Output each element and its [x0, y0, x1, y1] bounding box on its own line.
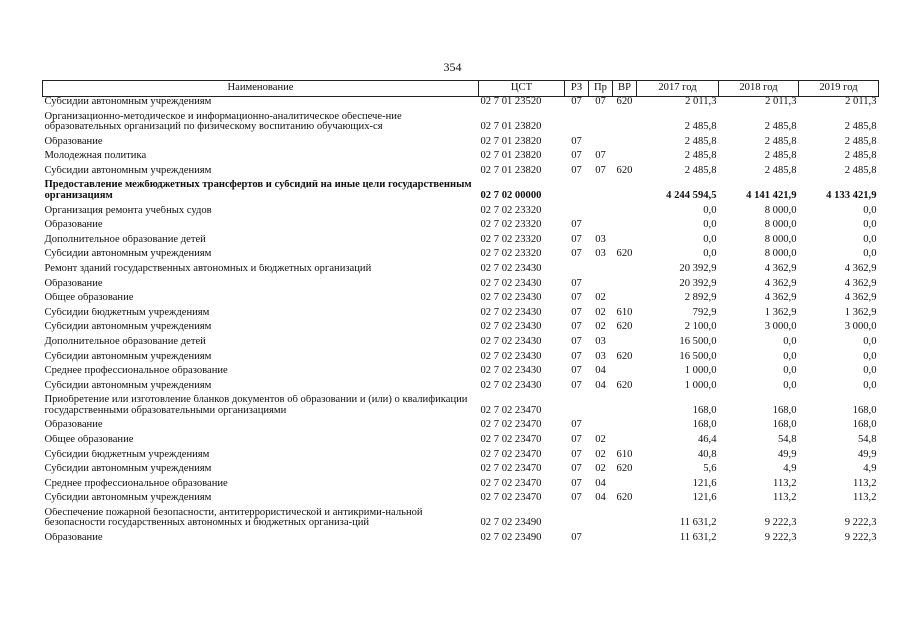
cell-2018: 9 222,3: [764, 533, 797, 544]
cell-2019: 4,9: [863, 464, 877, 475]
cell-2018: 8 000,0: [764, 205, 797, 216]
cell-2018: 4 362,9: [764, 293, 797, 304]
cell-name: Субсидии автономным учреждениям: [44, 96, 212, 107]
cell-cst: 02 7 02 00000: [480, 189, 542, 201]
cell-2019: 113,2: [853, 478, 877, 489]
cell-rz: 07: [571, 478, 582, 489]
cell-vr: 620: [616, 464, 633, 475]
cell-cst: 02 7 01 23820: [480, 121, 542, 133]
cell-pr: 07: [595, 165, 606, 176]
table-row: [43, 508, 879, 533]
cell-2019: 2 011,3: [845, 96, 877, 107]
cell-cst: 02 7 02 23470: [480, 420, 542, 431]
cell-2018: 113,2: [773, 478, 797, 489]
cell-2019: 0,0: [863, 351, 877, 362]
cell-2018: 2 485,8: [764, 121, 797, 133]
cell-cst: 02 7 02 23430: [480, 293, 542, 304]
cell-2018: 113,2: [773, 493, 797, 504]
cell-pr: 04: [595, 493, 606, 504]
cell-name: Приобретение или изготовление бланков документов об образовании и (или) о квалификации государственными образовательными организациями: [44, 395, 468, 416]
cell-cst: 02 7 02 23470: [480, 478, 542, 489]
cell-pr: [589, 420, 613, 435]
cell-2018: 8 000,0: [764, 234, 797, 245]
cell-vr: 620: [616, 380, 633, 391]
cell-rz: [565, 112, 589, 137]
cell-2017: 0,0: [703, 249, 717, 260]
cell-cst: 02 7 02 23470: [480, 449, 542, 460]
header-2017: 2017 год: [637, 81, 719, 97]
cell-2018: 8 000,0: [764, 220, 797, 231]
cell-cst: 02 7 02 23430: [480, 336, 542, 347]
cell-2017: 121,6: [692, 478, 717, 489]
table-row: [43, 166, 879, 181]
cell-name: Дополнительное образование детей: [44, 336, 206, 347]
cell-2019: 3 000,0: [844, 322, 877, 333]
cell-rz: [565, 206, 589, 221]
cell-name: Молодежная политика: [44, 151, 147, 162]
cell-vr: 620: [616, 351, 633, 362]
cell-2017: 121,6: [692, 493, 717, 504]
cell-2017: 2 485,8: [684, 121, 717, 133]
cell-2017: 0,0: [703, 205, 717, 216]
table-row: [43, 249, 879, 264]
cell-2018: 3 000,0: [764, 322, 797, 333]
cell-rz: 07: [571, 493, 582, 504]
cell-rz: 07: [571, 278, 582, 289]
cell-name: Общее образование: [44, 434, 134, 445]
table-row: [43, 308, 879, 323]
cell-name: Образование: [44, 420, 103, 431]
cell-vr: 610: [616, 449, 633, 460]
cell-2019: 9 222,3: [844, 533, 877, 544]
cell-cst: 02 7 02 23470: [480, 404, 542, 416]
cell-name: Образование: [44, 533, 103, 544]
cell-name: Субсидии бюджетным учреждениям: [44, 307, 210, 318]
cell-2019: 0,0: [863, 249, 877, 260]
table-row: [43, 322, 879, 337]
cell-2017: 792,9: [692, 307, 717, 318]
cell-2019: 4 362,9: [844, 278, 877, 289]
header-vr: ВР: [613, 81, 637, 97]
cell-cst: 02 7 02 23430: [480, 307, 542, 318]
cell-2018: 54,8: [777, 434, 797, 445]
cell-rz: 07: [571, 336, 582, 347]
cell-vr: [613, 533, 637, 548]
cell-vr: [613, 337, 637, 352]
cell-vr: [613, 435, 637, 450]
cell-2019: 113,2: [853, 493, 877, 504]
cell-pr: 04: [595, 366, 606, 377]
cell-vr: [613, 293, 637, 308]
cell-cst: 02 7 02 23430: [480, 380, 542, 391]
cell-vr: [613, 479, 637, 494]
cell-rz: 07: [571, 380, 582, 391]
cell-2017: 20 392,9: [679, 263, 717, 274]
cell-name: Ремонт зданий государственных автономных и бюджетных организаций: [44, 263, 372, 274]
cell-pr: 02: [595, 307, 606, 318]
cell-2018: 4,9: [783, 464, 797, 475]
cell-cst: 02 7 02 23320: [480, 220, 542, 231]
cell-cst: 02 7 02 23430: [480, 351, 542, 362]
cell-pr: [589, 533, 613, 548]
cell-pr: 03: [595, 234, 606, 245]
cell-name: Организация ремонта учебных судов: [44, 205, 212, 216]
cell-name: Образование: [44, 278, 103, 289]
table-row: [43, 420, 879, 435]
cell-2019: 0,0: [863, 366, 877, 377]
cell-2018: 49,9: [777, 449, 797, 460]
cell-vr: [613, 366, 637, 381]
table-row: [43, 220, 879, 235]
page-number: 354: [443, 60, 462, 74]
cell-2017: 2 485,8: [684, 136, 717, 147]
cell-2017: 16 500,0: [679, 351, 717, 362]
table-row: [43, 293, 879, 308]
cell-cst: 02 7 01 23820: [480, 136, 542, 147]
cell-pr: 07: [595, 151, 606, 162]
cell-rz: 07: [571, 220, 582, 231]
cell-name: Субсидии автономным учреждениям: [44, 380, 212, 391]
table-row: [43, 450, 879, 465]
cell-name: Организационно-методическое и информационно-аналитическое обеспече-ние образовательных организаций по физическому воспитанию обучающих-ся: [44, 111, 402, 133]
cell-vr: 620: [616, 249, 633, 260]
cell-cst: 02 7 02 23470: [480, 464, 542, 475]
table-row: [43, 151, 879, 166]
cell-rz: 07: [571, 366, 582, 377]
cell-2018: 4 141 421,9: [746, 189, 797, 201]
cell-name: Субсидии бюджетным учреждениям: [44, 449, 210, 460]
cell-rz: [565, 508, 589, 533]
cell-cst: 02 7 02 23470: [480, 434, 542, 445]
cell-cst: 02 7 02 23430: [480, 322, 542, 333]
cell-2017: 2 485,8: [684, 151, 717, 162]
cell-pr: [589, 220, 613, 235]
cell-pr: [589, 206, 613, 221]
cell-rz: 07: [571, 293, 582, 304]
cell-2019: 2 485,8: [844, 151, 877, 162]
cell-2017: 16 500,0: [679, 336, 717, 347]
cell-rz: 07: [571, 307, 582, 318]
cell-vr: [613, 180, 637, 205]
cell-cst: 02 7 02 23430: [480, 263, 542, 274]
cell-2019: 49,9: [857, 449, 877, 460]
cell-2017: 0,0: [703, 220, 717, 231]
cell-2017: 168,0: [692, 404, 717, 416]
cell-pr: 03: [595, 351, 606, 362]
cell-2019: 1 362,9: [844, 307, 877, 318]
cell-rz: 07: [571, 533, 582, 544]
cell-2018: 4 362,9: [764, 263, 797, 274]
cell-rz: 07: [571, 434, 582, 445]
cell-vr: 610: [616, 307, 633, 318]
cell-pr: 04: [595, 478, 606, 489]
cell-2019: 0,0: [863, 220, 877, 231]
cell-2019: 54,8: [857, 434, 877, 445]
cell-cst: 02 7 01 23820: [480, 165, 542, 176]
cell-rz: 07: [571, 136, 582, 147]
cell-name: Образование: [44, 136, 103, 147]
cell-cst: 02 7 02 23320: [480, 205, 542, 216]
table-row: [43, 395, 879, 420]
cell-pr: [589, 279, 613, 294]
cell-2019: 168,0: [852, 404, 877, 416]
cell-2018: 0,0: [783, 351, 797, 362]
table-row: [43, 464, 879, 479]
table-row: [43, 352, 879, 367]
cell-pr: 03: [595, 249, 606, 260]
cell-vr: 620: [616, 165, 633, 176]
cell-2017: 1 000,0: [684, 380, 717, 391]
cell-2019: 0,0: [863, 234, 877, 245]
cell-rz: 07: [571, 96, 582, 107]
cell-2018: 8 000,0: [764, 249, 797, 260]
cell-vr: [613, 112, 637, 137]
cell-2018: 1 362,9: [764, 307, 797, 318]
cell-vr: [613, 264, 637, 279]
cell-cst: 02 7 02 23320: [480, 249, 542, 260]
cell-2017: 2 011,3: [685, 96, 717, 107]
cell-2019: 9 222,3: [844, 517, 877, 529]
header-rz: РЗ: [565, 81, 589, 97]
table-row: [43, 235, 879, 250]
cell-cst: 02 7 01 23820: [480, 151, 542, 162]
cell-2017: 46,4: [697, 434, 717, 445]
cell-name: Среднее профессиональное образование: [44, 478, 228, 489]
cell-2019: 4 362,9: [844, 293, 877, 304]
cell-cst: 02 7 01 23520: [480, 96, 542, 107]
cell-vr: [613, 235, 637, 250]
cell-cst: 02 7 02 23320: [480, 234, 542, 245]
cell-2017: 4 244 594,5: [666, 189, 717, 201]
header-name: Наименование: [43, 81, 479, 97]
table-body: [43, 97, 879, 548]
cell-2017: 11 631,2: [679, 533, 717, 544]
cell-2017: 40,8: [697, 449, 717, 460]
cell-pr: [589, 112, 613, 137]
cell-vr: [613, 508, 637, 533]
cell-2019: 0,0: [863, 336, 877, 347]
table-row: [43, 279, 879, 294]
cell-pr: [589, 137, 613, 152]
cell-rz: [565, 180, 589, 205]
cell-2018: 4 362,9: [764, 278, 797, 289]
cell-2018: 0,0: [783, 336, 797, 347]
cell-name: Дополнительное образование детей: [44, 234, 206, 245]
cell-cst: 02 7 02 23490: [480, 533, 542, 544]
cell-2017: 11 631,2: [679, 517, 717, 529]
cell-name: Общее образование: [44, 293, 134, 304]
cell-2017: 5,6: [703, 464, 717, 475]
cell-rz: 07: [571, 234, 582, 245]
cell-2018: 0,0: [783, 366, 797, 377]
cell-2017: 168,0: [692, 420, 717, 431]
header-pr: Пр: [589, 81, 613, 97]
cell-2018: 0,0: [783, 380, 797, 391]
cell-vr: 620: [616, 96, 633, 107]
table-row: [43, 180, 879, 205]
cell-cst: 02 7 02 23430: [480, 278, 542, 289]
cell-pr: 02: [595, 434, 606, 445]
cell-name: Субсидии автономным учреждениям: [44, 351, 212, 362]
cell-2017: 2 485,8: [684, 165, 717, 176]
table-row: [43, 264, 879, 279]
cell-vr: [613, 420, 637, 435]
cell-name: Субсидии автономным учреждениям: [44, 464, 212, 475]
table-row: [43, 337, 879, 352]
cell-vr: [613, 206, 637, 221]
cell-2017: 0,0: [703, 234, 717, 245]
cell-rz: [565, 395, 589, 420]
cell-2018: 168,0: [772, 404, 797, 416]
cell-cst: 02 7 02 23490: [480, 517, 542, 529]
cell-2017: 2 892,9: [684, 293, 717, 304]
cell-name: Субсидии автономным учреждениям: [44, 165, 212, 176]
cell-pr: [589, 264, 613, 279]
table-row: [43, 493, 879, 508]
cell-name: Предоставление межбюджетных трансфертов и субсидий на иные цели государственным организациям: [44, 180, 472, 201]
cell-vr: 620: [616, 493, 633, 504]
table-row: [43, 479, 879, 494]
cell-pr: [589, 180, 613, 205]
cell-pr: 04: [595, 380, 606, 391]
cell-pr: 02: [595, 464, 606, 475]
cell-pr: 02: [595, 293, 606, 304]
cell-rz: 07: [571, 351, 582, 362]
cell-2019: 168,0: [852, 420, 877, 431]
table-row: [43, 112, 879, 137]
cell-2019: 4 362,9: [844, 263, 877, 274]
cell-name: Субсидии автономным учреждениям: [44, 493, 212, 504]
table-row: [43, 435, 879, 450]
cell-vr: [613, 137, 637, 152]
cell-rz: 07: [571, 420, 582, 431]
cell-pr: 03: [595, 336, 606, 347]
cell-2019: 0,0: [863, 380, 877, 391]
cell-name: Субсидии автономным учреждениям: [44, 322, 212, 333]
cell-2019: 2 485,8: [844, 121, 877, 133]
cell-vr: [613, 395, 637, 420]
cell-2017: 1 000,0: [684, 366, 717, 377]
header-2018: 2018 год: [719, 81, 799, 97]
cell-pr: 02: [595, 322, 606, 333]
table-header-row: [43, 81, 879, 97]
table-row: [43, 206, 879, 221]
cell-name: Образование: [44, 220, 103, 231]
cell-name: Обеспечение пожарной безопасности, антитеррористической и антикрими-нальной безопасности государственных автономных и бюджетных организа-ций: [44, 507, 423, 529]
header-2019: 2019 год: [799, 81, 879, 97]
cell-pr: 07: [595, 96, 606, 107]
table-row: [43, 533, 879, 548]
cell-vr: [613, 151, 637, 166]
cell-rz: 07: [571, 449, 582, 460]
cell-vr: [613, 220, 637, 235]
cell-2018: 9 222,3: [764, 517, 797, 529]
cell-vr: 620: [616, 322, 633, 333]
cell-2017: 20 392,9: [679, 278, 717, 289]
cell-rz: 07: [571, 151, 582, 162]
cell-2019: 4 133 421,9: [826, 189, 877, 201]
table-row: [43, 97, 879, 112]
cell-rz: 07: [571, 322, 582, 333]
table-row: [43, 137, 879, 152]
cell-rz: 07: [571, 165, 582, 176]
cell-2018: 2 485,8: [764, 136, 797, 147]
cell-vr: [613, 279, 637, 294]
cell-cst: 02 7 02 23470: [480, 493, 542, 504]
cell-2018: 168,0: [772, 420, 797, 431]
budget-table: [42, 80, 879, 548]
header-cst: ЦСТ: [479, 81, 565, 97]
cell-2017: 2 100,0: [684, 322, 717, 333]
cell-2018: 2 485,8: [764, 151, 797, 162]
cell-rz: [565, 264, 589, 279]
cell-rz: 07: [571, 249, 582, 260]
cell-pr: [589, 395, 613, 420]
cell-name: Среднее профессиональное образование: [44, 366, 228, 377]
cell-pr: [589, 508, 613, 533]
cell-2019: 2 485,8: [844, 136, 877, 147]
cell-pr: 02: [595, 449, 606, 460]
cell-cst: 02 7 02 23430: [480, 366, 542, 377]
cell-2018: 2 485,8: [764, 165, 797, 176]
table-row: [43, 381, 879, 396]
cell-name: Субсидии автономным учреждениям: [44, 249, 212, 260]
cell-2019: 2 485,8: [844, 165, 877, 176]
cell-2019: 0,0: [863, 205, 877, 216]
table-row: [43, 366, 879, 381]
cell-rz: 07: [571, 464, 582, 475]
cell-2018: 2 011,3: [765, 96, 797, 107]
